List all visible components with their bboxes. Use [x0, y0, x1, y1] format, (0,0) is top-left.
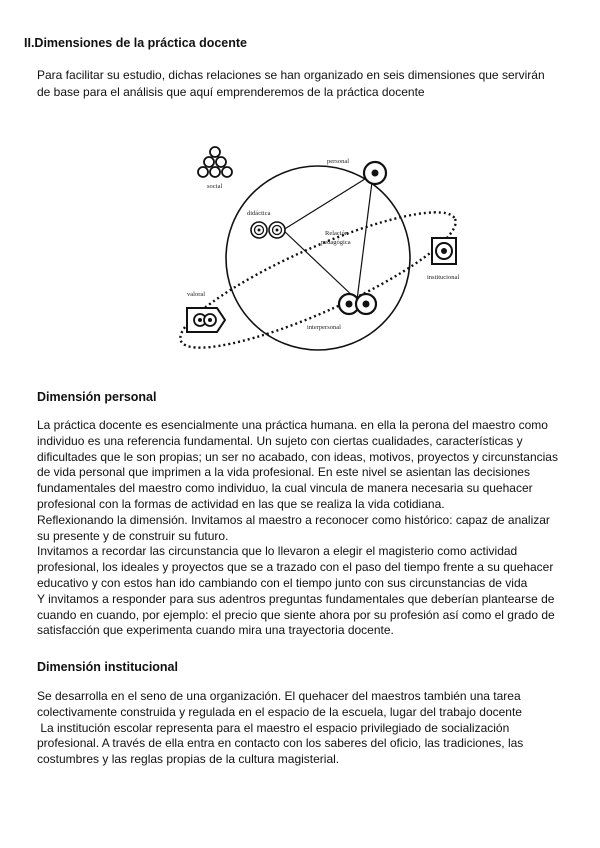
text-line: La institución escolar representa para el maestro el espacio privilegiado de socialización	[37, 720, 510, 735]
didactica-icon	[251, 222, 285, 238]
label-institucional: institucional	[427, 274, 460, 281]
label-personal: personal	[327, 158, 350, 165]
text-line: Invitamos a recordar las circunstancia que lo llevaron a elegir el magisterio como actividad	[37, 544, 518, 559]
text-line: de vida personal que imprimen a la vida profesional. En este nivel se asientan las decisiones	[37, 465, 530, 480]
main-circle	[226, 166, 410, 350]
text-line: dificultades que le son propias; un ser no acabado, con ideas, motivos, proyectos y circunstancias	[37, 449, 558, 464]
institucional-paragraph	[37, 689, 567, 768]
link-didactica-personal	[283, 174, 373, 230]
intro-line: de base para el análisis que aquí emprenderemos de la práctica docente	[37, 85, 425, 99]
text-line: colectivamente construida y regulada en el espacio de la escuela, lugar del trabajo docente	[37, 704, 522, 719]
label-valoral: valoral	[187, 291, 206, 298]
personal-heading: Dimensión personal	[37, 390, 157, 404]
text-line: La práctica docente es esencialmente una práctica humana. en ella la perona del maestro como	[37, 418, 548, 432]
text-line: su presente y de construir su futuro.	[37, 528, 229, 543]
label-interpersonal: interpersonal	[307, 324, 341, 331]
label-relacion-2: pedagógica	[321, 239, 351, 246]
text-line: profesional. A través de ella entra en contacto con los saberes del oficio, las tradiciones, las	[37, 736, 524, 751]
text-line: educativo y con estos han ido cambiando con el tiempo junto con sus circunstancias de vida	[37, 575, 528, 590]
text-line: satisfacción que experimenta cuando mira una trayectoria docente.	[37, 623, 394, 638]
dimensions-diagram	[175, 130, 465, 375]
text-line: fundamentales del maestro como individuo, la cual vincula de manera necesaria su quehacer	[37, 481, 533, 496]
text-line: individuo es una referencia fundamental. Un sujeto con ciertas cualidades, características y	[37, 433, 523, 448]
personal-paragraph	[37, 418, 567, 639]
social-icon	[198, 147, 232, 177]
institucional-icon	[432, 238, 456, 264]
text-line: Y invitamos a responder para sus adentros preguntas fundamentales que deberían plantearse de	[37, 591, 555, 606]
text-line: costumbres y las reglas propias de la cultura magisterial.	[37, 752, 340, 767]
label-relacion-1: Relación	[325, 230, 349, 237]
section-heading: II.Dimensiones de la práctica docente	[24, 36, 247, 50]
intro-paragraph	[37, 67, 557, 101]
link-personal-interpersonal	[357, 174, 373, 300]
intro-line: Para facilitar su estudio, dichas relaciones se han organizado en seis dimensiones que servirán	[37, 68, 545, 82]
valoral-icon	[187, 308, 225, 332]
text-line: Reflexionando la dimensión. Invitamos al maestro a reconocer como histórico: capaz de analizar	[37, 512, 550, 527]
dotted-orbit	[175, 190, 465, 370]
text-line: Se desarrolla en el seno de una organización. El quehacer del maestros también una tarea	[37, 689, 521, 703]
interpersonal-icon	[339, 294, 376, 314]
institucional-heading: Dimensión institucional	[37, 660, 178, 674]
text-line: profesional, los ideales y proyectos que se a trazado con el paso del tiempo frente a su quehacer	[37, 560, 554, 575]
text-line: cuando en cuando, por ejemplo: el precio que siente ahora por su profesión así como el grado de	[37, 607, 555, 622]
personal-icon	[364, 162, 386, 184]
label-didactica: didáctica	[247, 210, 271, 217]
label-social: social	[207, 183, 223, 190]
text-line: profesional con la formas de actividad en las que se realiza la vida cotidiana.	[37, 496, 445, 511]
